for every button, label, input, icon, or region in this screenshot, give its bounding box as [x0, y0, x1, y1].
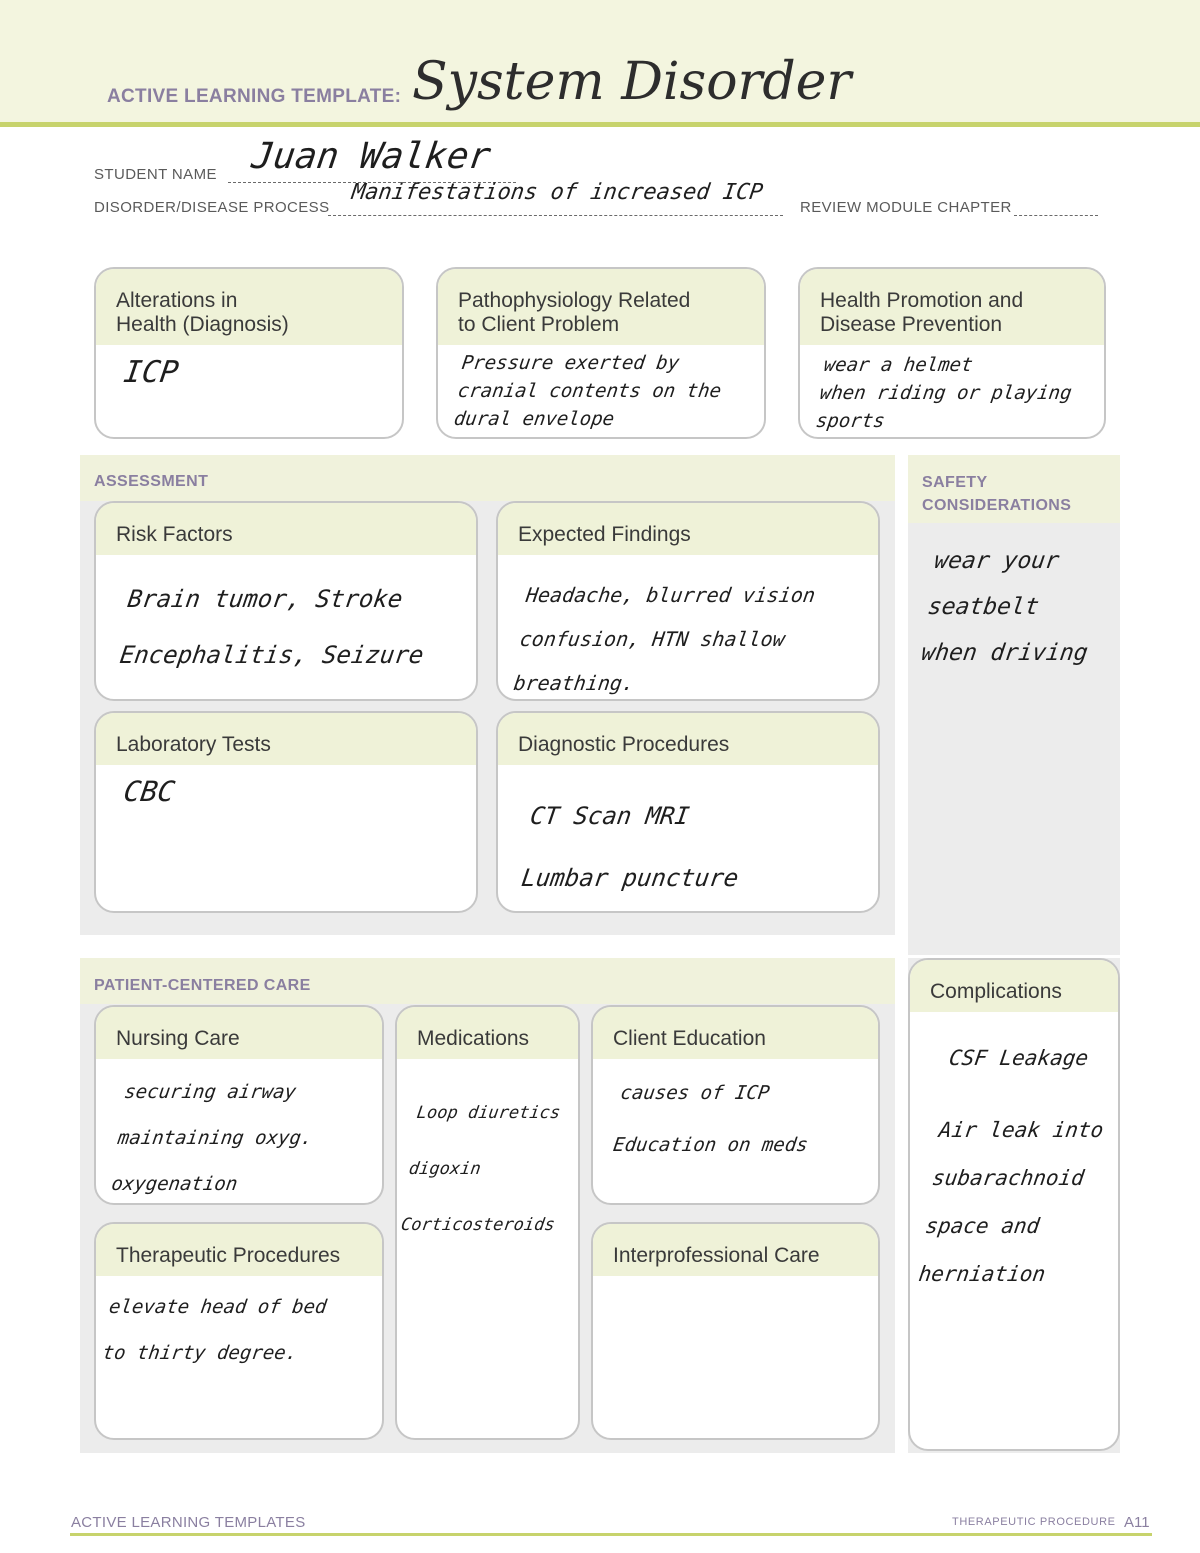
alterations-notes[interactable] [122, 355, 181, 390]
template-label: ACTIVE LEARNING TEMPLATE: [107, 86, 402, 107]
safety-notes[interactable] [918, 538, 1104, 676]
pathophysiology-line: cranial contents on the [456, 380, 723, 402]
laboratory-tests-notes[interactable] [122, 775, 177, 808]
diagnostic-procedures-line: Lumbar puncture [519, 864, 741, 892]
medications-line: Corticosteroids [399, 1215, 557, 1235]
complications-box [908, 958, 1120, 1451]
laboratory-tests-title: Laboratory Tests [96, 713, 476, 765]
interprofessional-care-title: Interprofessional Care [593, 1224, 878, 1276]
health-promotion-header [800, 269, 1104, 345]
alterations-header [96, 269, 402, 345]
risk-factors-notes[interactable] [116, 571, 435, 683]
client-education-line: Education on meds [611, 1134, 810, 1156]
safety-label [908, 455, 1120, 523]
health-promotion-line: when riding or playing [818, 382, 1074, 404]
nursing-care-line: maintaining oxyg. [116, 1127, 315, 1149]
expected-findings-notes[interactable] [511, 573, 819, 701]
medications-line: digoxin [407, 1159, 483, 1179]
client-education-notes[interactable] [610, 1067, 819, 1171]
complications-line: Air leak into [937, 1118, 1106, 1142]
disorder-label: DISORDER/DISEASE PROCESS [94, 199, 330, 216]
laboratory-tests-line: CBC [121, 775, 177, 808]
header-divider [0, 122, 1200, 127]
nursing-care-box [94, 1005, 384, 1205]
health-promotion-title-line2: Disease Prevention [820, 313, 1003, 336]
alterations-title-line2: Health (Diagnosis) [116, 313, 289, 336]
nursing-care-line: securing airway [122, 1081, 298, 1103]
complications-title: Complications [910, 960, 1118, 1012]
expected-findings-line: Headache, blurred vision [524, 583, 817, 607]
risk-factors-title: Risk Factors [96, 503, 476, 555]
diagnostic-procedures-line: CT Scan MRI [528, 802, 692, 830]
therapeutic-procedures-box [94, 1222, 384, 1440]
complications-line: CSF Leakage [947, 1046, 1090, 1070]
pathophysiology-notes[interactable] [452, 349, 727, 433]
pathophysiology-line: dural envelope [452, 408, 616, 430]
therapeutic-procedures-line: elevate head of bed [107, 1296, 329, 1318]
complications-line [942, 1082, 1110, 1106]
safety-label-line1: SAFETY [922, 474, 988, 491]
health-promotion-line: sports [814, 410, 887, 432]
health-promotion-line: wear a helmet [822, 354, 975, 376]
complications-line: herniation [917, 1262, 1047, 1286]
footer-right: THERAPEUTIC PROCEDURE [952, 1516, 1116, 1528]
therapeutic-procedures-notes[interactable] [100, 1284, 330, 1376]
diagnostic-procedures-title: Diagnostic Procedures [498, 713, 878, 765]
expected-findings-line: breathing. [512, 671, 636, 695]
safety-line: seatbelt [926, 594, 1041, 620]
medications-box [395, 1005, 580, 1440]
complications-line: space and [923, 1214, 1042, 1238]
alterations-line: ICP [121, 355, 181, 390]
disorder-underline [328, 215, 783, 216]
risk-factors-line: Brain tumor, Stroke [125, 585, 405, 613]
safety-line: wear your [932, 548, 1061, 574]
expected-findings-title: Expected Findings [498, 503, 878, 555]
safety-section [908, 455, 1120, 955]
health-promotion-box [798, 267, 1106, 439]
template-title: System Disorder [412, 52, 852, 112]
interprofessional-care-notes[interactable] [603, 1284, 868, 1428]
health-promotion-notes[interactable] [814, 351, 1077, 435]
client-education-line: causes of ICP [619, 1082, 771, 1104]
pathophysiology-line: Pressure exerted by [460, 352, 681, 374]
alterations-title-line1: Alterations in [116, 289, 238, 312]
pathophysiology-box [436, 267, 766, 439]
medications-line: Loop diuretics [415, 1103, 562, 1123]
laboratory-tests-box [94, 711, 478, 913]
review-module-underline[interactable] [1014, 215, 1098, 216]
nursing-care-notes[interactable] [108, 1069, 322, 1205]
pathophysiology-header [438, 269, 764, 345]
student-name-label: STUDENT NAME [94, 166, 217, 183]
risk-factors-box [94, 501, 478, 701]
client-education-title: Client Education [593, 1007, 878, 1059]
expected-findings-line: confusion, HTN shallow [518, 627, 787, 651]
medications-notes[interactable] [397, 1085, 574, 1253]
expected-findings-box [496, 501, 880, 701]
alterations-box [94, 267, 404, 439]
diagnostic-procedures-notes[interactable] [517, 785, 751, 909]
complications-notes[interactable] [915, 1034, 1116, 1298]
therapeutic-procedures-title: Therapeutic Procedures [96, 1224, 382, 1276]
client-education-box [591, 1005, 880, 1205]
nursing-care-title: Nursing Care [96, 1007, 382, 1059]
complications-line: subarachnoid [930, 1166, 1086, 1190]
safety-line: when driving [919, 640, 1090, 666]
risk-factors-line: Encephalitis, Seizure [118, 641, 426, 669]
review-module-label: REVIEW MODULE CHAPTER [800, 199, 1012, 216]
student-name-value[interactable]: Juan Walker [249, 136, 494, 177]
footer-page-number: A11 [1124, 1514, 1150, 1531]
pathophysiology-title-line2: to Client Problem [458, 313, 620, 336]
therapeutic-procedures-line: to thirty degree. [101, 1342, 299, 1364]
assessment-label: ASSESSMENT [80, 455, 895, 501]
safety-label-line2: CONSIDERATIONS [922, 497, 1072, 514]
footer-divider [70, 1533, 1152, 1536]
disorder-value[interactable]: Manifestations of increased ICP [350, 180, 765, 205]
patient-centered-care-label: PATIENT-CENTERED CARE [80, 958, 895, 1004]
medications-title: Medications [397, 1007, 578, 1059]
nursing-care-line: oxygenation [109, 1173, 239, 1195]
interprofessional-care-box [591, 1222, 880, 1440]
pathophysiology-title-line1: Pathophysiology Related [458, 289, 691, 312]
diagnostic-procedures-box [496, 711, 880, 913]
health-promotion-title-line1: Health Promotion and [820, 289, 1024, 312]
footer-left: ACTIVE LEARNING TEMPLATES [71, 1514, 306, 1531]
